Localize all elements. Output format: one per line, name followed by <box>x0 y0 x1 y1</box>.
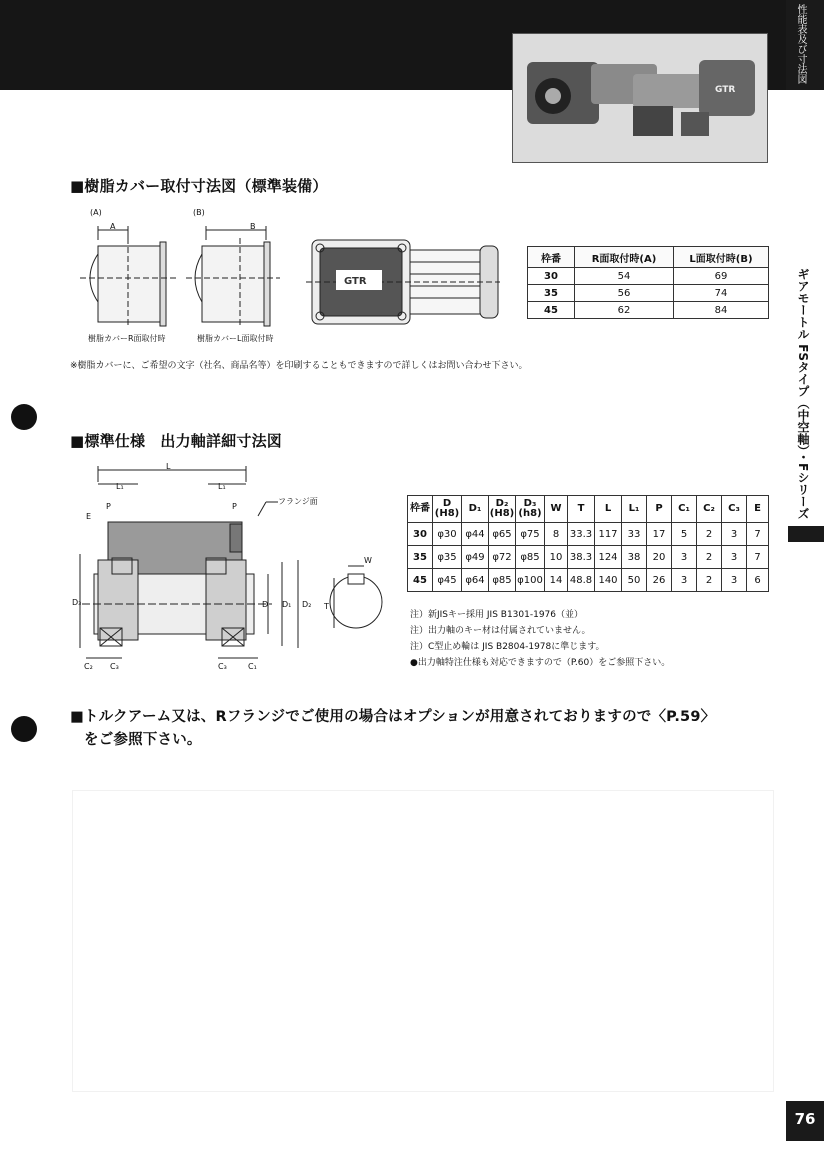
option-notice-line2: をご参照下さい。 <box>84 732 202 748</box>
table-header: D (H8) <box>433 496 462 523</box>
dim-D: D <box>262 600 269 609</box>
table-cell: 74 <box>674 285 769 302</box>
table-cell: 5 <box>672 523 697 546</box>
table-cell: 45 <box>408 569 433 592</box>
dim-D2: D₂ <box>302 600 312 609</box>
table-cell: 3 <box>722 569 747 592</box>
shaft-note: 注）C型止め輪は JIS B2804-1978に準じます。 <box>410 642 605 652</box>
photo-logo: GTR <box>715 85 736 95</box>
table-cell: 50 <box>622 569 647 592</box>
dim-L1-left: L₁ <box>116 482 124 491</box>
table-cell: 69 <box>674 268 769 285</box>
dim-C2-left: C₂ <box>84 662 93 671</box>
table-cell: φ75 <box>516 523 545 546</box>
flange-label: フランジ面 <box>278 497 318 506</box>
table-cell: 35 <box>408 546 433 569</box>
table-cell: 17 <box>647 523 672 546</box>
table-row <box>528 302 769 319</box>
table-header: W <box>545 496 568 523</box>
table-cell: 56 <box>575 285 674 302</box>
table-cell: 2 <box>697 523 722 546</box>
table-row <box>528 268 769 285</box>
page-number: 76 <box>794 1110 816 1128</box>
dim-b: B <box>250 222 256 231</box>
caption-a: 樹脂カバーR面取付時 <box>88 334 166 343</box>
table-cell: 7 <box>747 546 769 569</box>
dim-C1-right: C₁ <box>248 662 257 671</box>
table-cell: φ85 <box>489 569 516 592</box>
table-cell: φ64 <box>462 569 489 592</box>
table-cell: φ44 <box>462 523 489 546</box>
table-cell: φ49 <box>462 546 489 569</box>
table-row <box>408 546 769 569</box>
gear-motor-illustration <box>513 34 767 162</box>
table-cell: 45 <box>528 302 575 319</box>
table-cell: 10 <box>545 546 568 569</box>
product-photo <box>512 33 768 163</box>
table-cell: 62 <box>575 302 674 319</box>
dim-D1: D₁ <box>282 600 292 609</box>
dim-L: L <box>166 462 171 471</box>
sidebar-category-label: 性能表及び寸法図 <box>795 4 806 84</box>
dim-C3-right: C₃ <box>218 662 227 671</box>
shaft-note: 注）新JISキー採用 JIS B1301-1976（並） <box>410 610 583 620</box>
table-cell: 2 <box>697 546 722 569</box>
table-header: L <box>595 496 622 523</box>
dim-C3-left: C₃ <box>110 662 119 671</box>
table-cell: 140 <box>595 569 622 592</box>
table-cell: 35 <box>528 285 575 302</box>
dim-a: A <box>110 222 116 231</box>
table-row <box>408 569 769 592</box>
binder-hole <box>11 404 37 430</box>
caption-b: 樹脂カバーL面取付時 <box>197 334 274 343</box>
cover-dimension-table <box>527 246 769 319</box>
table-cell: 20 <box>647 546 672 569</box>
shaft-diagram <box>72 462 402 674</box>
table-header: C₃ <box>722 496 747 523</box>
sidebar-series-label: ギアモートル FSタイプ（中空軸）・Fシリーズ <box>796 268 810 520</box>
table-header: R面取付時(A) <box>575 247 674 268</box>
section-title-shaft: ■標準仕様 出力軸詳細寸法図 <box>70 432 282 450</box>
table-cell: φ45 <box>433 569 462 592</box>
table-cell: 3 <box>722 523 747 546</box>
table-cell: φ100 <box>516 569 545 592</box>
table-cell: 8 <box>545 523 568 546</box>
sidebar <box>786 0 824 1154</box>
table-header: L面取付時(B) <box>674 247 769 268</box>
table-cell: φ65 <box>489 523 516 546</box>
table-cell: 7 <box>747 523 769 546</box>
table-header: 枠番 <box>408 496 433 523</box>
table-cell: 2 <box>697 569 722 592</box>
shaft-note: 注）出力軸のキー材は付属されていません。 <box>410 626 591 636</box>
dim-P-left: P <box>106 502 111 511</box>
table-cell: 117 <box>595 523 622 546</box>
table-header: P <box>647 496 672 523</box>
table-cell: 30 <box>528 268 575 285</box>
table-cell: φ85 <box>516 546 545 569</box>
table-cell: 3 <box>722 546 747 569</box>
table-header: D₁ <box>462 496 489 523</box>
table-row <box>408 523 769 546</box>
shaft-dimension-table <box>407 495 769 592</box>
table-cell: 54 <box>575 268 674 285</box>
table-cell: φ30 <box>433 523 462 546</box>
blank-area <box>72 790 774 1092</box>
table-header: 枠番 <box>528 247 575 268</box>
table-cell: 3 <box>672 569 697 592</box>
dim-P-right: P <box>232 502 237 511</box>
dim-W: W <box>364 556 372 565</box>
table-cell: 33 <box>622 523 647 546</box>
table-cell: 14 <box>545 569 568 592</box>
table-header: C₁ <box>672 496 697 523</box>
table-cell: 3 <box>672 546 697 569</box>
table-cell: φ35 <box>433 546 462 569</box>
figure-label-b: (B) <box>193 208 205 217</box>
table-cell: 124 <box>595 546 622 569</box>
shaft-note: ●出力軸特注仕様も対応できますので（P.60）をご参照下さい。 <box>410 658 671 668</box>
dim-D3: D₃ <box>72 598 82 607</box>
figure-label-a: (A) <box>90 208 102 217</box>
table-cell: 33.3 <box>568 523 595 546</box>
sidebar-marker <box>788 526 824 542</box>
table-row <box>528 285 769 302</box>
table-cell: 30 <box>408 523 433 546</box>
cover-note: ※樹脂カバーに、ご希望の文字（社名、商品名等）を印刷することもできますので詳しくはお問い合わせ下さい。 <box>70 361 528 371</box>
table-header: D₃ (h8) <box>516 496 545 523</box>
table-cell: φ72 <box>489 546 516 569</box>
table-cell: 38 <box>622 546 647 569</box>
option-notice-line1: ■トルクアーム又は、Rフランジでご使用の場合はオプションが用意されておりますので〈P.59〉 <box>70 709 716 725</box>
dim-L1-right: L₁ <box>218 482 226 491</box>
dim-E: E <box>86 512 92 521</box>
table-header: D₂ (H8) <box>489 496 516 523</box>
table-cell: 38.3 <box>568 546 595 569</box>
table-cell: 48.8 <box>568 569 595 592</box>
table-cell: 6 <box>747 569 769 592</box>
motor-logo: GTR <box>344 276 367 287</box>
table-header: C₂ <box>697 496 722 523</box>
table-cell: 84 <box>674 302 769 319</box>
table-header: E <box>747 496 769 523</box>
table-cell: 26 <box>647 569 672 592</box>
table-header: L₁ <box>622 496 647 523</box>
binder-hole <box>11 716 37 742</box>
cover-diagrams <box>80 218 500 328</box>
dim-T: T <box>324 602 329 611</box>
section-title-cover: ■樹脂カバー取付寸法図（標準装備） <box>70 177 328 195</box>
table-header: T <box>568 496 595 523</box>
